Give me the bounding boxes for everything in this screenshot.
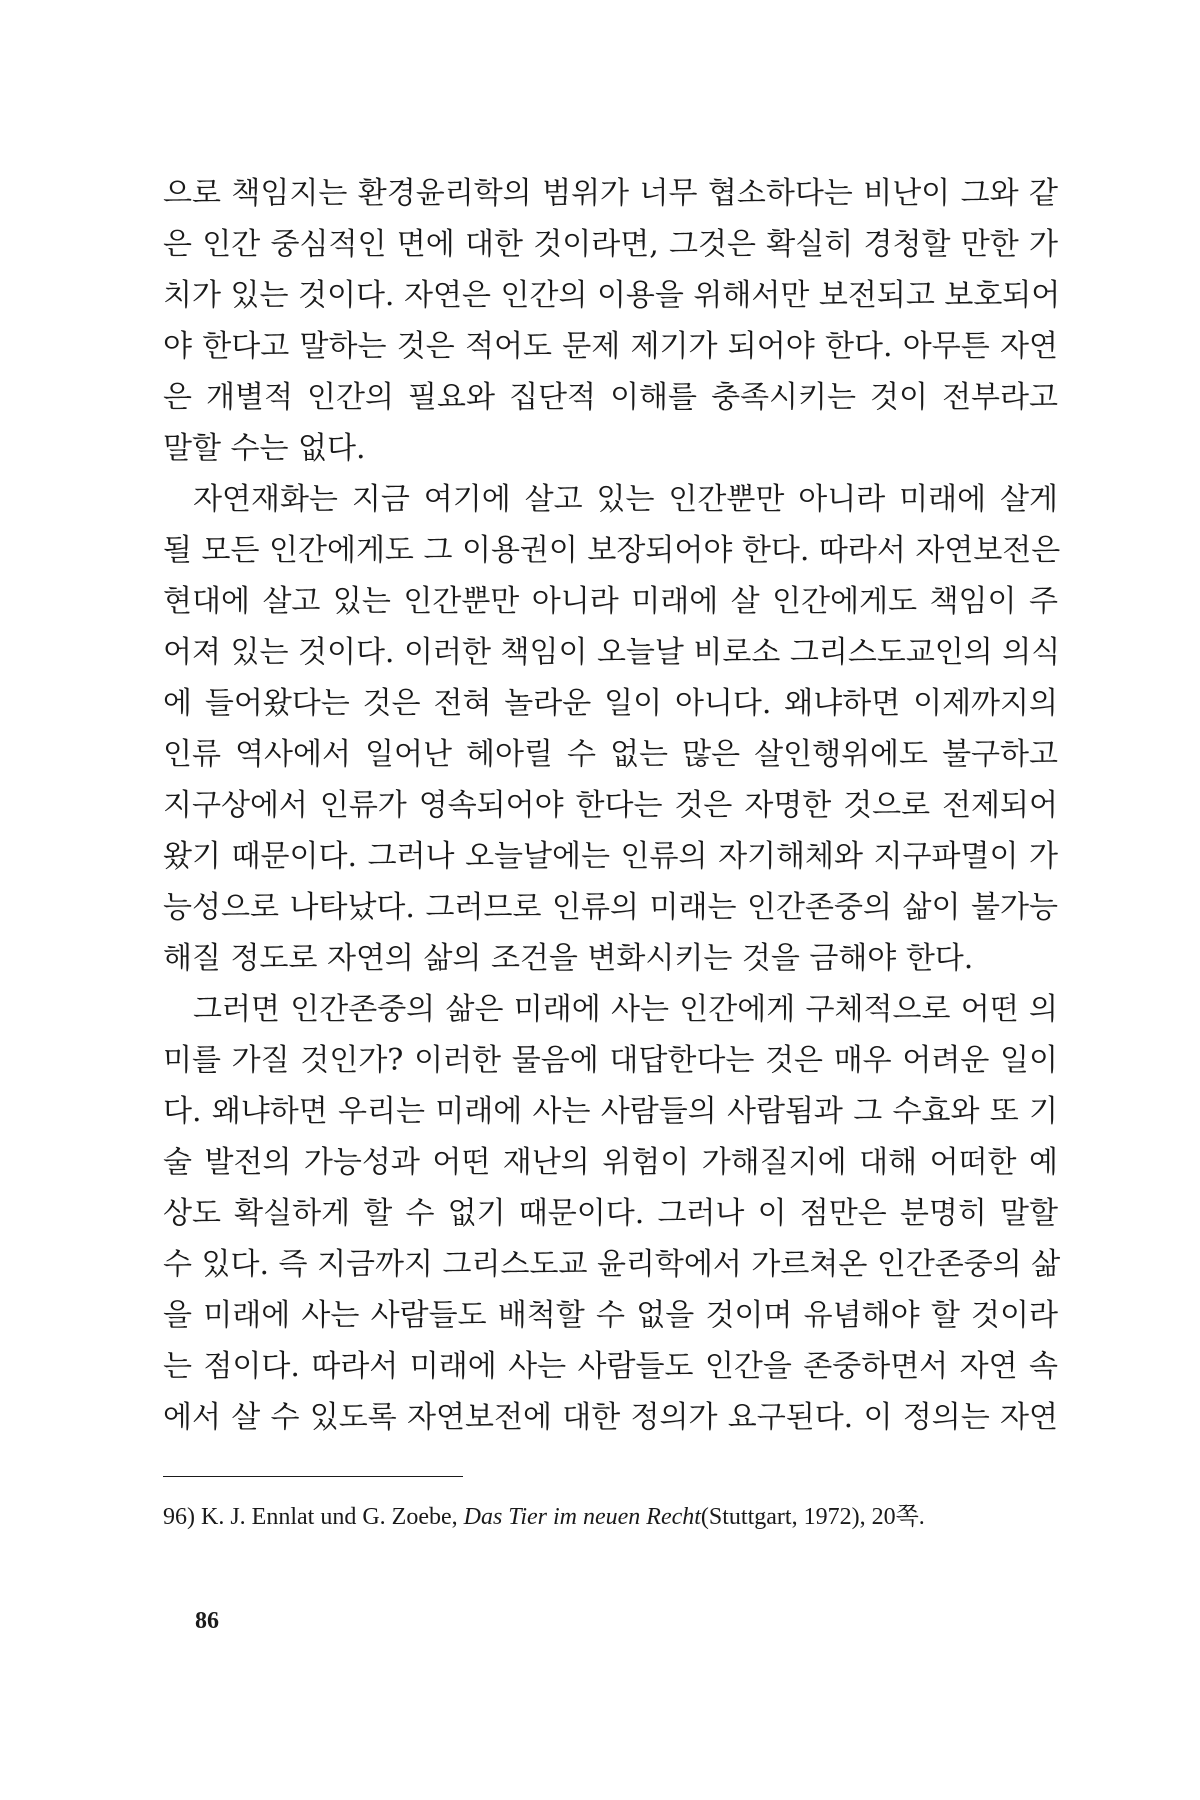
text-line: 술 발전의 가능성과 어떤 재난의 위험이 가해질지에 대해 어떠한 예 <box>163 1145 1058 1180</box>
text-line: 은 개별적 인간의 필요와 집단적 이해를 충족시키는 것이 전부라고 <box>163 380 1058 415</box>
paragraph-1 <box>163 168 1061 474</box>
footnote-authors: K. J. Ennlat und G. Zoebe, <box>201 1504 458 1530</box>
text-line: 수 있다. 즉 지금까지 그리스도교 윤리학에서 가르쳐온 인간존중의 삶 <box>163 1247 1061 1282</box>
paragraph-2 <box>163 474 1061 984</box>
page-number: 86 <box>195 1608 219 1634</box>
text-line: 해질 정도로 자연의 삶의 조건을 변화시키는 것을 금해야 한다. <box>163 941 974 976</box>
footnote-divider <box>163 1476 463 1477</box>
text-line: 미를 가질 것인가? 이러한 물음에 대답한다는 것은 매우 어려운 일이 <box>163 1043 1058 1078</box>
text-line: 왔기 때문이다. 그러나 오늘날에는 인류의 자기해체와 지구파멸이 가 <box>163 839 1058 874</box>
footnote-title: Das Tier im neuen Recht <box>463 1504 701 1530</box>
text-line: 을 미래에 사는 사람들도 배척할 수 없을 것이며 유념해야 할 것이라 <box>163 1298 1058 1333</box>
text-line: 상도 확실하게 할 수 없기 때문이다. 그러나 이 점만은 분명히 말할 <box>163 1196 1058 1231</box>
text-line: 인류 역사에서 일어난 헤아릴 수 없는 많은 살인행위에도 불구하고 <box>163 737 1058 772</box>
text-line: 야 한다고 말하는 것은 적어도 문제 제기가 되어야 한다. 아무튼 자연 <box>163 329 1058 364</box>
body-text <box>163 168 1061 1443</box>
footnote-number: 96) <box>163 1504 195 1530</box>
text-line: 될 모든 인간에게도 그 이용권이 보장되어야 한다. 따라서 자연보전은 <box>163 533 1061 568</box>
text-line: 능성으로 나타났다. 그러므로 인류의 미래는 인간존중의 삶이 불가능 <box>163 890 1058 925</box>
text-line: 으로 책임지는 환경윤리학의 범위가 너무 협소하다는 비난이 그와 같 <box>163 176 1058 211</box>
text-line: 현대에 살고 있는 인간뿐만 아니라 미래에 살 인간에게도 책임이 주 <box>163 584 1058 619</box>
paragraph-3 <box>163 984 1061 1443</box>
text-line: 은 인간 중심적인 면에 대한 것이라면, 그것은 확실히 경청할 만한 가 <box>163 227 1058 262</box>
text-line: 치가 있는 것이다. 자연은 인간의 이용을 위해서만 보전되고 보호되어 <box>163 278 1061 313</box>
text-line: 자연재화는 지금 여기에 살고 있는 인간뿐만 아니라 미래에 살게 <box>193 482 1058 517</box>
text-line: 에서 살 수 있도록 자연보전에 대한 정의가 요구된다. 이 정의는 자연 <box>163 1400 1058 1435</box>
text-line: 다. 왜냐하면 우리는 미래에 사는 사람들의 사람됨과 그 수효와 또 기 <box>163 1094 1058 1129</box>
text-line: 어져 있는 것이다. 이러한 책임이 오늘날 비로소 그리스도교인의 의식 <box>163 635 1061 670</box>
footnote-details: (Stuttgart, 1972), 20쪽. <box>700 1504 925 1530</box>
text-line: 지구상에서 인류가 영속되어야 한다는 것은 자명한 것으로 전제되어 <box>163 788 1058 823</box>
text-line: 말할 수는 없다. <box>163 431 366 466</box>
footnote <box>163 1500 1058 1534</box>
text-line: 그러면 인간존중의 삶은 미래에 사는 인간에게 구체적으로 어떤 의 <box>193 992 1058 1027</box>
text-line: 에 들어왔다는 것은 전혀 놀라운 일이 아니다. 왜냐하면 이제까지의 <box>163 686 1058 721</box>
text-line: 는 점이다. 따라서 미래에 사는 사람들도 인간을 존중하면서 자연 속 <box>163 1349 1058 1384</box>
